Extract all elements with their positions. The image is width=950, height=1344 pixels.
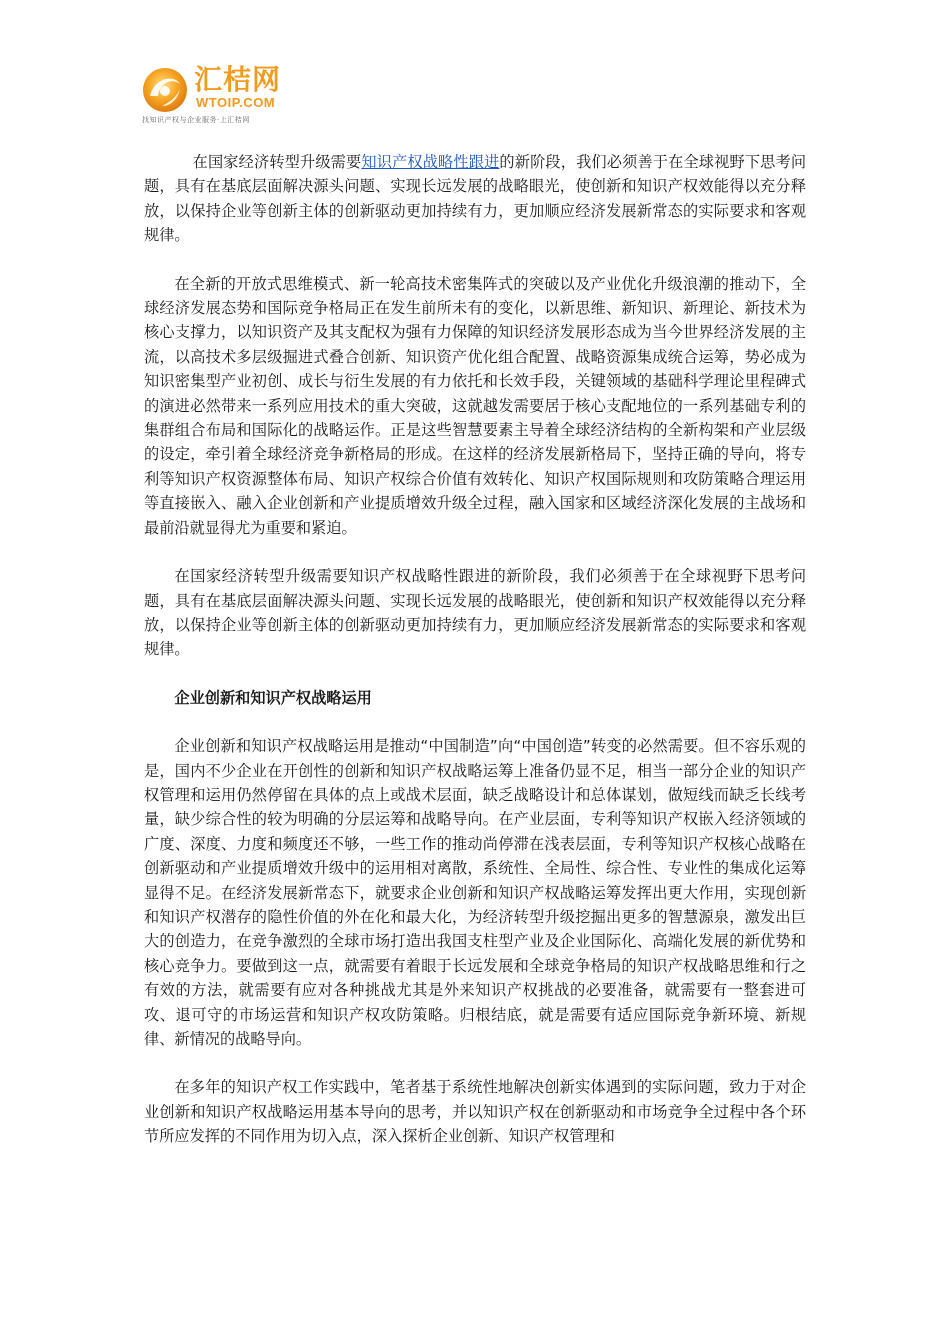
logo-brand-name: 汇桔网: [194, 63, 282, 96]
logo-slogan: 找知识产权与企业服务·上汇桔网: [142, 116, 250, 124]
ip-strategy-link[interactable]: 知识产权战略性跟进: [361, 153, 500, 171]
section-heading: 企业创新和知识产权战略运用: [174, 688, 372, 707]
article-paragraph-3: 在国家经济转型升级需要知识产权战略性跟进的新阶段，我们必须善于在全球视野下思考问题，具有在基底层面解决源头问题、实现长远发展的战略眼光，使创新和知识产权效能得以充分释放，以保持企业等创新主体的创新驱动更加持续有力，更加顺应经济发展新常态的实际要求和客观规律。: [144, 567, 806, 659]
article-paragraph-4: 企业创新和知识产权战略运用是推动“中国制造”向“中国创造”转变的必然需要。但不容乐观的是，国内不少企业在开创性的创新和知识产权战略运筹上准备仍显不足，相当一部分企业的知识产权管理和运用仍然停留在具体的点上或战术层面，缺乏战略设计和总体谋划，做短线而缺乏长线考量，缺少综合性的较为明确的分层运筹和战略导向。在产业层面，专利等知识产权嵌入经济领域的广度、深度、力度和频度还不够，一些工作的推动尚停滞在浅表层面，专利等知识产权核心战略在创新驱动和产业提质增效升级中的运用相对离散，系统性、全局性、综合性、专业性的集成化运筹显得不足。在经济发展新常态下，就要求企业创新和知识产权战略运筹发挥出更大作用，实现创新和知识产权潜存的隐性价值的外在化和最大化，为经济转型升级挖掘出更多的智慧源泉，激发出巨大的创造力，在竞争激烈的全球市场打造出我国支柱型产业及企业国际化、高端化发展的新优势和核心竞争力。要做到这一点，就需要有着眼于长远发展和全球竞争格局的知识产权战略思维和行之有效的方法，就需要有应对各种挑战尤其是外来知识产权挑战的必要准备，就需要有一整套进可攻、退可守的市场运营和知识产权攻防策略。归根结底，就是需要有适应国际竞争新环境、新规律、新情况的战略导向。: [144, 737, 806, 1048]
site-logo[interactable]: [140, 64, 340, 128]
paragraph-1-text-before: 在国家经济转型升级需要: [192, 153, 362, 171]
article-body: [144, 150, 806, 1173]
orange-swirl-logo-icon: [140, 66, 190, 114]
article-paragraph-5: 在多年的知识产权工作实践中，笔者基于系统性地解决创新实体遇到的实际问题，致力于对企业创新和知识产权战略运用基本导向的思考，并以知识产权在创新驱动和市场竞争全过程中各个环节所应发挥的不同作用为切入点，深入探析企业创新、知识产权管理和: [144, 1078, 806, 1146]
paragraph-1-text-after: 的新阶段，我们必须善于在全球视野下思考问题，具有在基底层面解决源头问题、实现长远发展的战略眼光，使创新和知识产权效能得以充分释放，以保持企业等创新主体的创新驱动更加持续有力，更加顺应经济发展新常态的实际要求和客观规律。: [144, 153, 807, 245]
article-paragraph-1: [144, 150, 806, 248]
logo-domain-text: WTOIP.COM: [196, 95, 276, 110]
article-paragraph-2: 在全新的开放式思维模式、新一轮高技术密集阵式的突破以及产业优化升级浪潮的推动下，全球经济发展态势和国际竞争格局正在发生前所未有的变化，以新思维、新知识、新理论、新技术为核心支撑力，以知识资产及其支配权为强有力保障的知识经济发展形态成为当今世界经济发展的主流，以高技术多层级掘进式叠合创新、知识资产优化组合配置、战略资源集成统合运筹，势必成为知识密集型产业初创、成长与衍生发展的有力依托和长效手段，关键领域的基础科学理论里程碑式的演进必然带来一系列应用技术的重大突破，这就越发需要居于核心支配地位的一系列基础专利的集群组合布局和国际化的战略运作。正是这些智慧要素主导着全球经济结构的全新构架和产业层级的设定，牵引着全球经济竞争新格局的形成。在这样的经济发展新格局下，坚持正确的导向，将专利等知识产权资源整体布局、知识产权综合价值有效转化、知识产权国际规则和攻防策略合理运用等直接嵌入、融入企业创新和产业提质增效升级全过程，融入国家和区域经济深化发展的主战场和最前沿就显得尤为重要和紧迫。: [144, 274, 806, 537]
